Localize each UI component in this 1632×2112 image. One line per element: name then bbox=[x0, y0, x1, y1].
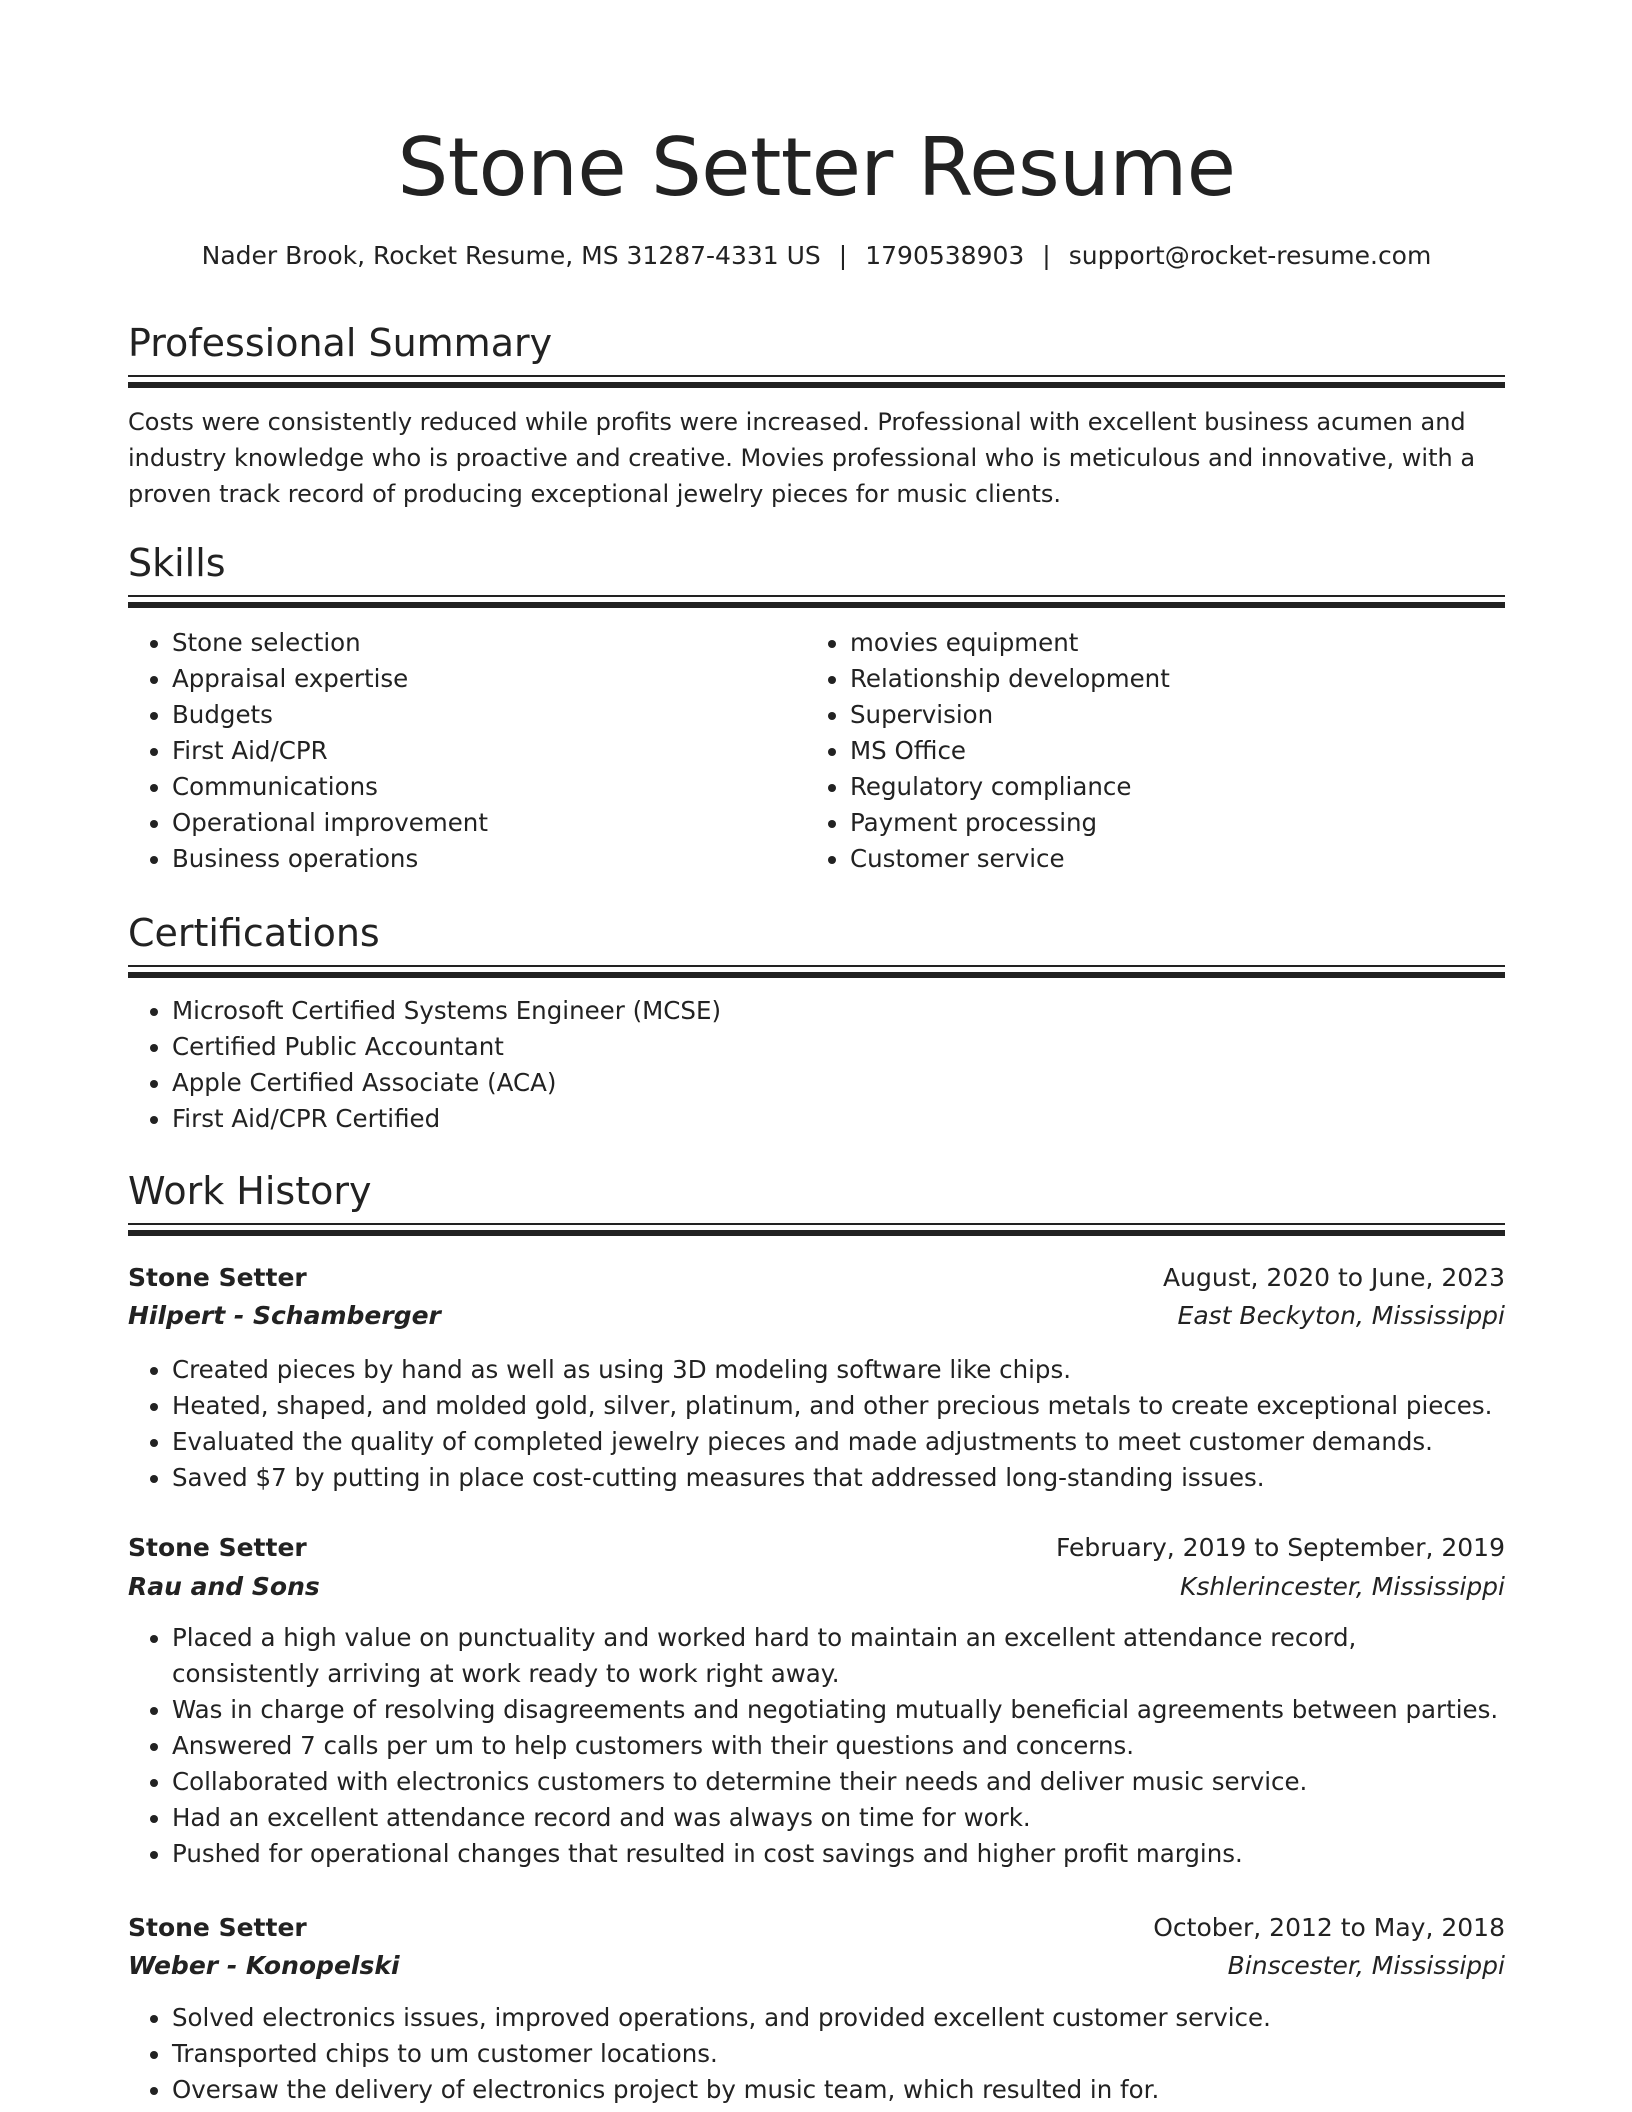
job-location: Binscester, Mississippi bbox=[1227, 1951, 1505, 1980]
job-subheader bbox=[128, 1297, 1505, 1337]
job-title: Stone Setter bbox=[128, 1263, 307, 1292]
list-item: • Appraisal expertise bbox=[172, 661, 802, 697]
job-subheader bbox=[128, 1947, 1505, 1987]
job-header bbox=[128, 1259, 1505, 1299]
list-item: • Had an excellent attendance record and was always on time for work. bbox=[172, 1800, 1505, 1836]
list-item: • Customer service bbox=[850, 841, 1500, 877]
job-dates: February, 2019 to September, 2019 bbox=[1056, 1533, 1505, 1562]
job-dates: October, 2012 to May, 2018 bbox=[1153, 1913, 1505, 1942]
list-item: • Oversaw the delivery of electronics project by music team, which resulted in for. bbox=[172, 2072, 1505, 2108]
job-header bbox=[128, 1909, 1505, 1949]
resume-title: Stone Setter Resume bbox=[397, 121, 1236, 214]
skills-divider bbox=[128, 595, 1505, 609]
list-item: • Budgets bbox=[172, 697, 802, 733]
list-item: • Answered 7 calls per um to help customers with their questions and concerns. bbox=[172, 1728, 1505, 1764]
contact-separator: | bbox=[838, 241, 848, 270]
list-item: • Supervision bbox=[850, 697, 1500, 733]
list-item: • Microsoft Certified Systems Engineer (MCSE) bbox=[172, 993, 1505, 1029]
list-item: • Pushed for operational changes that resulted in cost savings and higher profit margins. bbox=[172, 1836, 1505, 1872]
list-item: • First Aid/CPR Certified bbox=[172, 1101, 1505, 1137]
summary-heading: Professional Summary bbox=[128, 321, 553, 365]
job-company: Rau and Sons bbox=[128, 1572, 320, 1601]
list-item: • Transported chips to um customer locations. bbox=[172, 2036, 1505, 2072]
list-item: • Evaluated the quality of completed jewelry pieces and made adjustments to meet customer demands. bbox=[172, 1424, 1505, 1460]
contact-address: Nader Brook, Rocket Resume, MS 31287-4331 US bbox=[201, 241, 821, 270]
job-subheader bbox=[128, 1568, 1505, 1608]
work-heading: Work History bbox=[128, 1169, 372, 1213]
list-item: • Communications bbox=[172, 769, 802, 805]
list-item: • Heated, shaped, and molded gold, silver, platinum, and other precious metals to create exceptional pieces. bbox=[172, 1388, 1505, 1424]
job-company: Hilpert - Schamberger bbox=[128, 1301, 441, 1330]
job-title: Stone Setter bbox=[128, 1913, 307, 1942]
list-item: • Payment processing bbox=[850, 805, 1500, 841]
list-item: • MS Office bbox=[850, 733, 1500, 769]
contact-line bbox=[128, 238, 1505, 274]
certifications-divider bbox=[128, 965, 1505, 979]
list-item: • Collaborated with electronics customers to determine their needs and deliver music service. bbox=[172, 1764, 1505, 1800]
job-location: Kshlerincester, Mississippi bbox=[1179, 1572, 1505, 1601]
summary-divider bbox=[128, 375, 1505, 389]
contact-phone: 1790538903 bbox=[865, 241, 1025, 270]
job-header bbox=[128, 1529, 1505, 1569]
list-item: • Saved $7 by putting in place cost-cutting measures that addressed long-standing issues. bbox=[172, 1460, 1505, 1496]
list-item: • Stone selection bbox=[172, 625, 802, 661]
list-item: • Apple Certified Associate (ACA) bbox=[172, 1065, 1505, 1101]
job-title: Stone Setter bbox=[128, 1533, 307, 1562]
job-bullets bbox=[128, 1620, 1505, 1872]
list-item: • Certified Public Accountant bbox=[172, 1029, 1505, 1065]
job-bullets bbox=[128, 2000, 1505, 2108]
job-bullets bbox=[128, 1352, 1505, 1496]
skills-list-left bbox=[128, 625, 802, 877]
list-item: • Regulatory compliance bbox=[850, 769, 1500, 805]
list-item: • Relationship development bbox=[850, 661, 1500, 697]
list-item: • Operational improvement bbox=[172, 805, 802, 841]
list-item: • Business operations bbox=[172, 841, 802, 877]
certifications-list bbox=[128, 993, 1505, 1137]
certifications-heading: Certifications bbox=[128, 911, 380, 955]
skills-list-right bbox=[806, 625, 1500, 877]
list-item: • First Aid/CPR bbox=[172, 733, 802, 769]
list-item: • Solved electronics issues, improved operations, and provided excellent customer service. bbox=[172, 2000, 1505, 2036]
job-location: East Beckyton, Mississippi bbox=[1177, 1301, 1505, 1330]
work-divider bbox=[128, 1223, 1505, 1237]
list-item: • Placed a high value on punctuality and worked hard to maintain an excellent attendance record, consistently arriving at work ready to work right away. bbox=[172, 1620, 1505, 1692]
job-company: Weber - Konopelski bbox=[128, 1951, 400, 1980]
list-item: • Created pieces by hand as well as using 3D modeling software like chips. bbox=[172, 1352, 1505, 1388]
contact-email[interactable]: support@rocket-resume.com bbox=[1068, 241, 1432, 270]
list-item: • movies equipment bbox=[850, 625, 1500, 661]
job-dates: August, 2020 to June, 2023 bbox=[1163, 1263, 1505, 1292]
contact-separator: | bbox=[1042, 241, 1051, 270]
list-item: • Was in charge of resolving disagreements and negotiating mutually beneficial agreements between parties. bbox=[172, 1692, 1505, 1728]
summary-text: Costs were consistently reduced while profits were increased. Professional with excellent business acumen and industry knowledge who is proactive and creative. Movies professional who is meticulous and innovative, with a proven track record of producing exceptional jewelry pieces for music clients. bbox=[128, 408, 1476, 508]
skills-heading: Skills bbox=[128, 541, 226, 585]
